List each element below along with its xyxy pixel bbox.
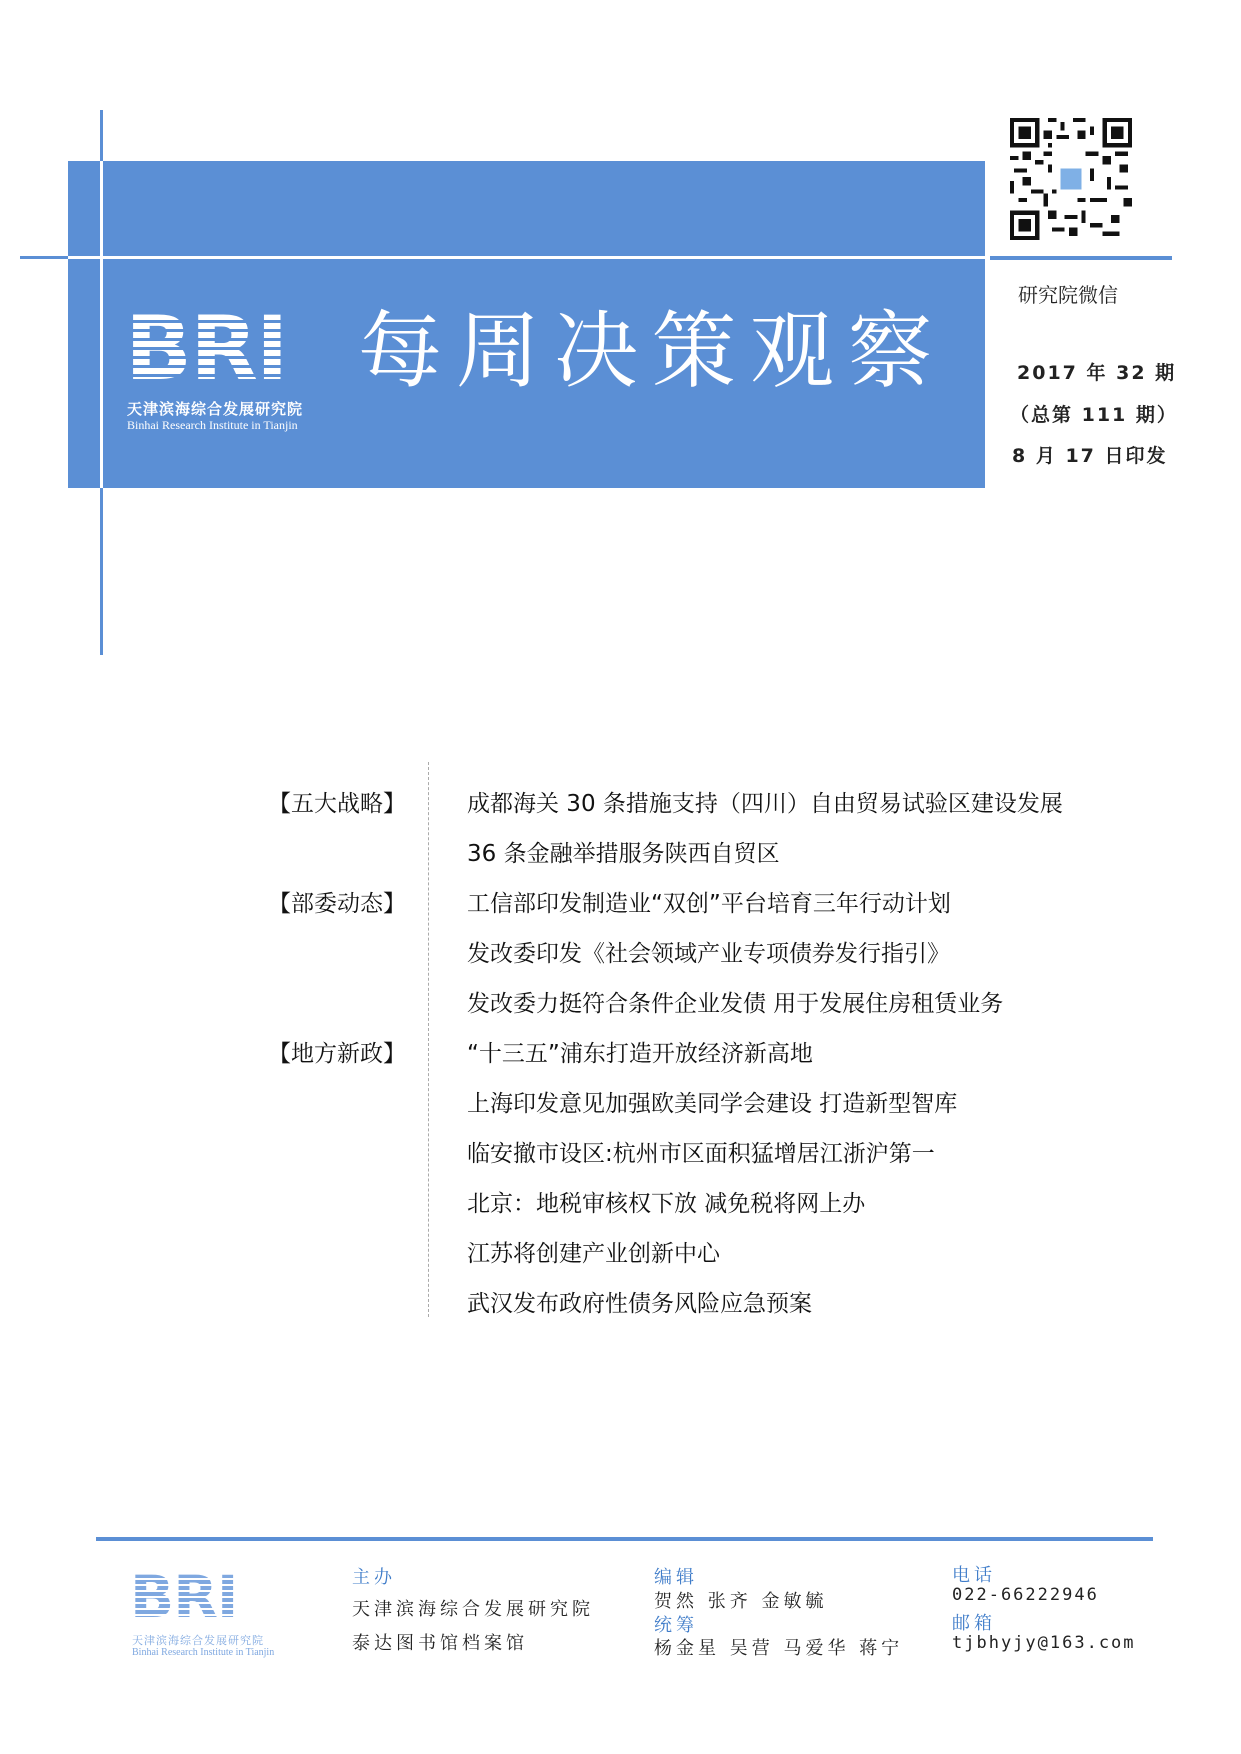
headline[interactable]: 36 条金融举措服务陕西自贸区: [467, 841, 780, 867]
editor-names: 贺然 张齐 金敏毓: [654, 1591, 828, 1612]
contents-divider: [428, 762, 429, 1317]
sponsor-label: 主办: [352, 1567, 396, 1588]
wechat-qr-code: [1010, 118, 1132, 240]
issue-number: 2017 年 32 期: [1017, 362, 1177, 384]
editor-label: 编辑: [654, 1567, 698, 1588]
headline[interactable]: 发改委印发《社会领域产业专项债券发行指引》: [467, 941, 950, 967]
coordinator-label: 统筹: [654, 1615, 698, 1636]
headline[interactable]: 临安撤市设区:杭州市区面积猛增居江浙沪第一: [467, 1141, 935, 1167]
print-date: 8 月 17 日印发: [1012, 445, 1168, 467]
footer-logo-en-name: Binhai Research Institute in Tianjin: [132, 1647, 275, 1658]
coordinator-names: 杨金星 吴营 马爱华 蒋宁: [654, 1638, 904, 1659]
headline[interactable]: 工信部印发制造业“双创”平台培育三年行动计划: [467, 891, 951, 917]
sponsor-name: 天津滨海综合发展研究院: [352, 1599, 594, 1620]
bri-logo: [125, 297, 335, 432]
headline[interactable]: 上海印发意见加强欧美同学会建设 打造新型智库: [467, 1091, 958, 1117]
horizontal-accent-line-left: [20, 256, 68, 259]
footer-rule: [96, 1537, 1153, 1541]
category-local-policy: 【地方新政】: [268, 1041, 406, 1067]
banner-vertical-white-line: [100, 161, 103, 488]
logo-en-name: Binhai Research Institute in Tianjin: [127, 418, 298, 432]
headline[interactable]: “十三五”浦东打造开放经济新高地: [467, 1041, 813, 1067]
category-five-strategies: 【五大战略】: [268, 791, 406, 817]
logo-cn-name: 天津滨海综合发展研究院: [127, 400, 304, 418]
horizontal-accent-line-right: [990, 256, 1172, 260]
sponsor-name: 泰达图书馆档案馆: [352, 1633, 528, 1654]
banner-horizontal-white-line: [68, 256, 985, 259]
headline[interactable]: 北京：地税审核权下放 减免税将网上办: [467, 1191, 866, 1217]
category-ministry-news: 【部委动态】: [268, 891, 406, 917]
total-issue-number: （总第 111 期）: [1010, 404, 1178, 426]
page-title: 每周决策观察: [358, 302, 947, 400]
footer-logo-cn-name: 天津滨海综合发展研究院: [132, 1634, 264, 1647]
headline[interactable]: 江苏将创建产业创新中心: [467, 1241, 720, 1267]
headline[interactable]: 武汉发布政府性债务风险应急预案: [467, 1291, 812, 1317]
phone-label: 电话: [952, 1565, 996, 1586]
wechat-label: 研究院微信: [1018, 283, 1118, 307]
phone-number: 022-66222946: [952, 1585, 1099, 1605]
email-label: 邮箱: [952, 1613, 996, 1634]
footer-logo-letters: BRI: [130, 1563, 238, 1631]
logo-letters: BRI: [125, 297, 287, 400]
headline[interactable]: 发改委力挺符合条件企业发债 用于发展住房租赁业务: [467, 991, 1004, 1017]
footer-bri-logo: [130, 1563, 310, 1658]
email-address[interactable]: tjbhyjy@163.com: [952, 1633, 1136, 1653]
headline[interactable]: 成都海关 30 条措施支持（四川）自由贸易试验区建设发展: [467, 791, 1063, 817]
